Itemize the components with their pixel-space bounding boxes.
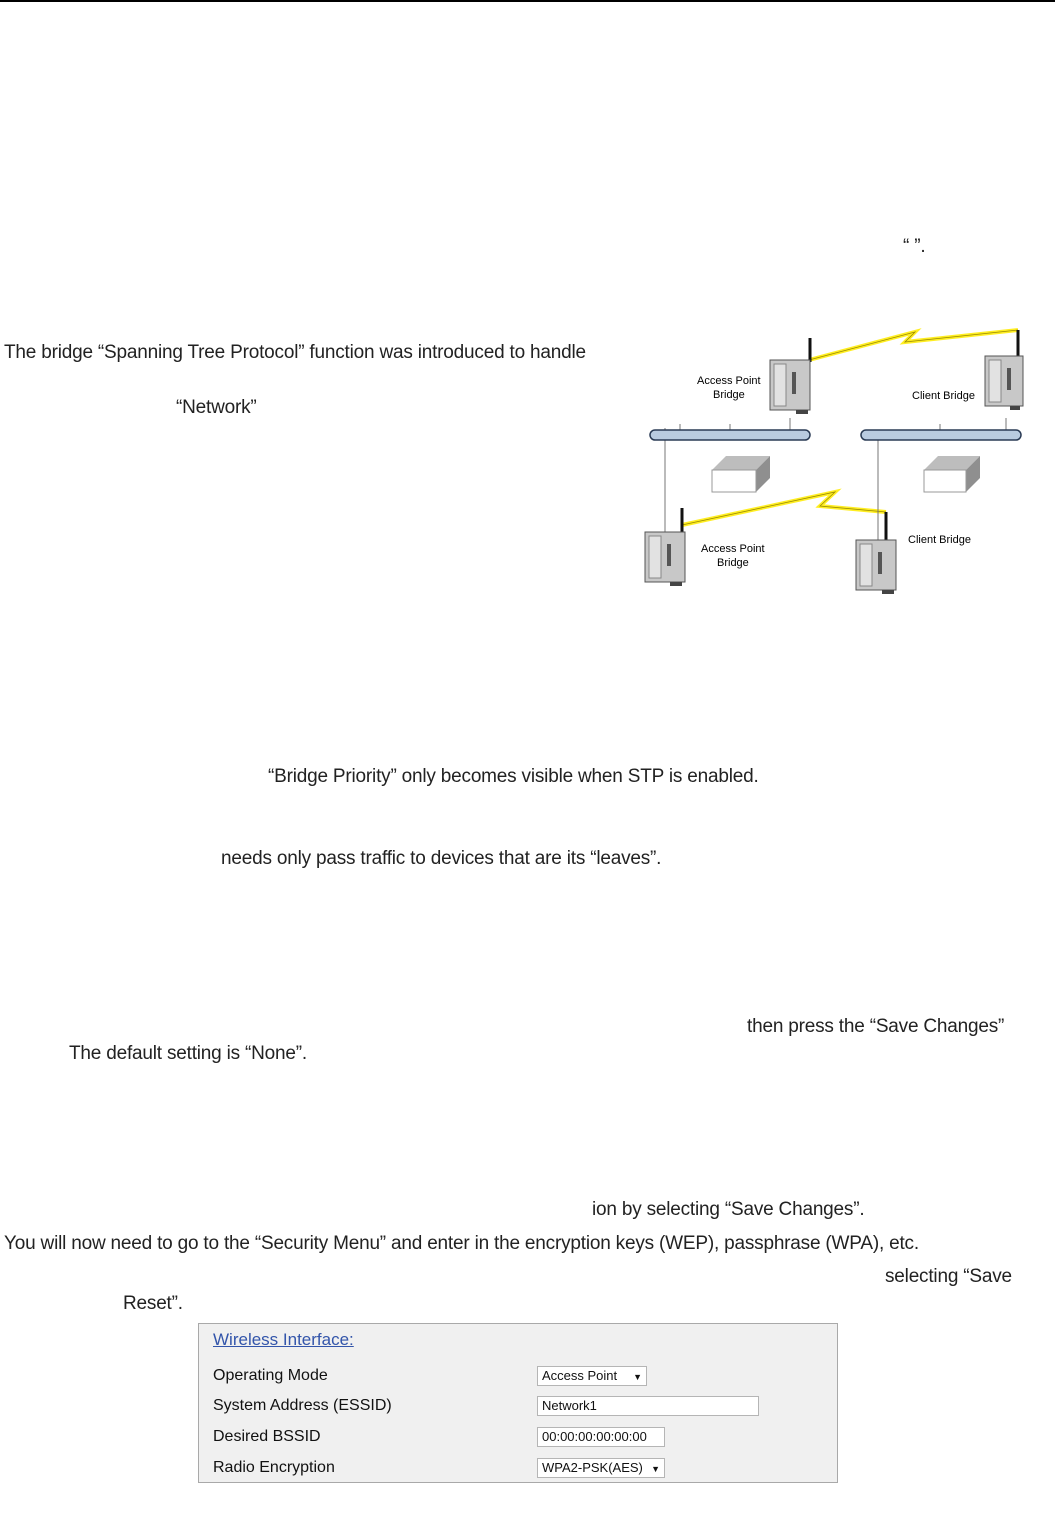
- bridge-network-diagram: [640, 320, 1040, 600]
- radio-encryption-select[interactable]: [537, 1458, 665, 1478]
- right-lan-bus: [861, 430, 1021, 440]
- bssid-label: Desired BSSID: [213, 1428, 321, 1445]
- label-cb-top: Client Bridge: [912, 390, 975, 402]
- stp-intro-line: The bridge “Spanning Tree Protocol” function was introduced to handle: [4, 342, 586, 363]
- bssid-input[interactable]: 00:00:00:00:00:00: [537, 1427, 665, 1447]
- right-computer-box: [924, 456, 980, 492]
- quote-fragment-1: “ ”.: [903, 236, 926, 257]
- chevron-down-icon: ▼: [633, 1372, 642, 1382]
- operating-mode-value: Access Point: [542, 1368, 618, 1383]
- operating-mode-select[interactable]: [537, 1366, 647, 1386]
- label-ap-top-line2: Bridge: [713, 389, 745, 401]
- chevron-down-icon: ▼: [651, 1464, 660, 1474]
- essid-input[interactable]: Network1: [537, 1396, 759, 1416]
- reset-fragment: Reset”.: [123, 1293, 183, 1314]
- left-lan-bus: [650, 430, 810, 440]
- network-fragment: “Network”: [176, 397, 257, 418]
- wireless-interface-panel: [198, 1323, 838, 1483]
- panel-title-link[interactable]: Wireless Interface:: [213, 1330, 354, 1349]
- leaves-line: needs only pass traffic to devices that are its “leaves”.: [221, 848, 662, 869]
- client-bridge-top: [985, 330, 1023, 410]
- page-top-rule: [0, 0, 1055, 2]
- label-ap-bottom-line1: Access Point: [701, 543, 765, 555]
- bridge-priority-line: “Bridge Priority” only becomes visible when STP is enabled.: [268, 766, 759, 787]
- save-changes-fragment: then press the “Save Changes”: [747, 1016, 1005, 1037]
- client-bridge-bottom: [856, 512, 896, 594]
- label-ap-bottom-line2: Bridge: [717, 557, 749, 569]
- operating-mode-label: Operating Mode: [213, 1367, 328, 1384]
- security-menu-line: You will now need to go to the “Security Menu” and enter in the encryption keys (WEP), passphrase (WPA), etc.: [4, 1233, 919, 1254]
- selecting-save-fragment: selecting “Save: [885, 1266, 1012, 1287]
- left-computer-box: [712, 456, 770, 492]
- bottom-radio-link: [682, 492, 886, 525]
- access-point-bridge-top: [770, 338, 810, 414]
- radio-encryption-value: WPA2-PSK(AES): [542, 1460, 643, 1475]
- default-setting-line: The default setting is “None”.: [69, 1043, 307, 1064]
- label-cb-bottom: Client Bridge: [908, 534, 971, 546]
- essid-label: System Address (ESSID): [213, 1397, 392, 1414]
- label-ap-top-line1: Access Point: [697, 375, 761, 387]
- radio-encryption-label: Radio Encryption: [213, 1459, 335, 1476]
- selecting-save-line: ion by selecting “Save Changes”.: [592, 1199, 865, 1220]
